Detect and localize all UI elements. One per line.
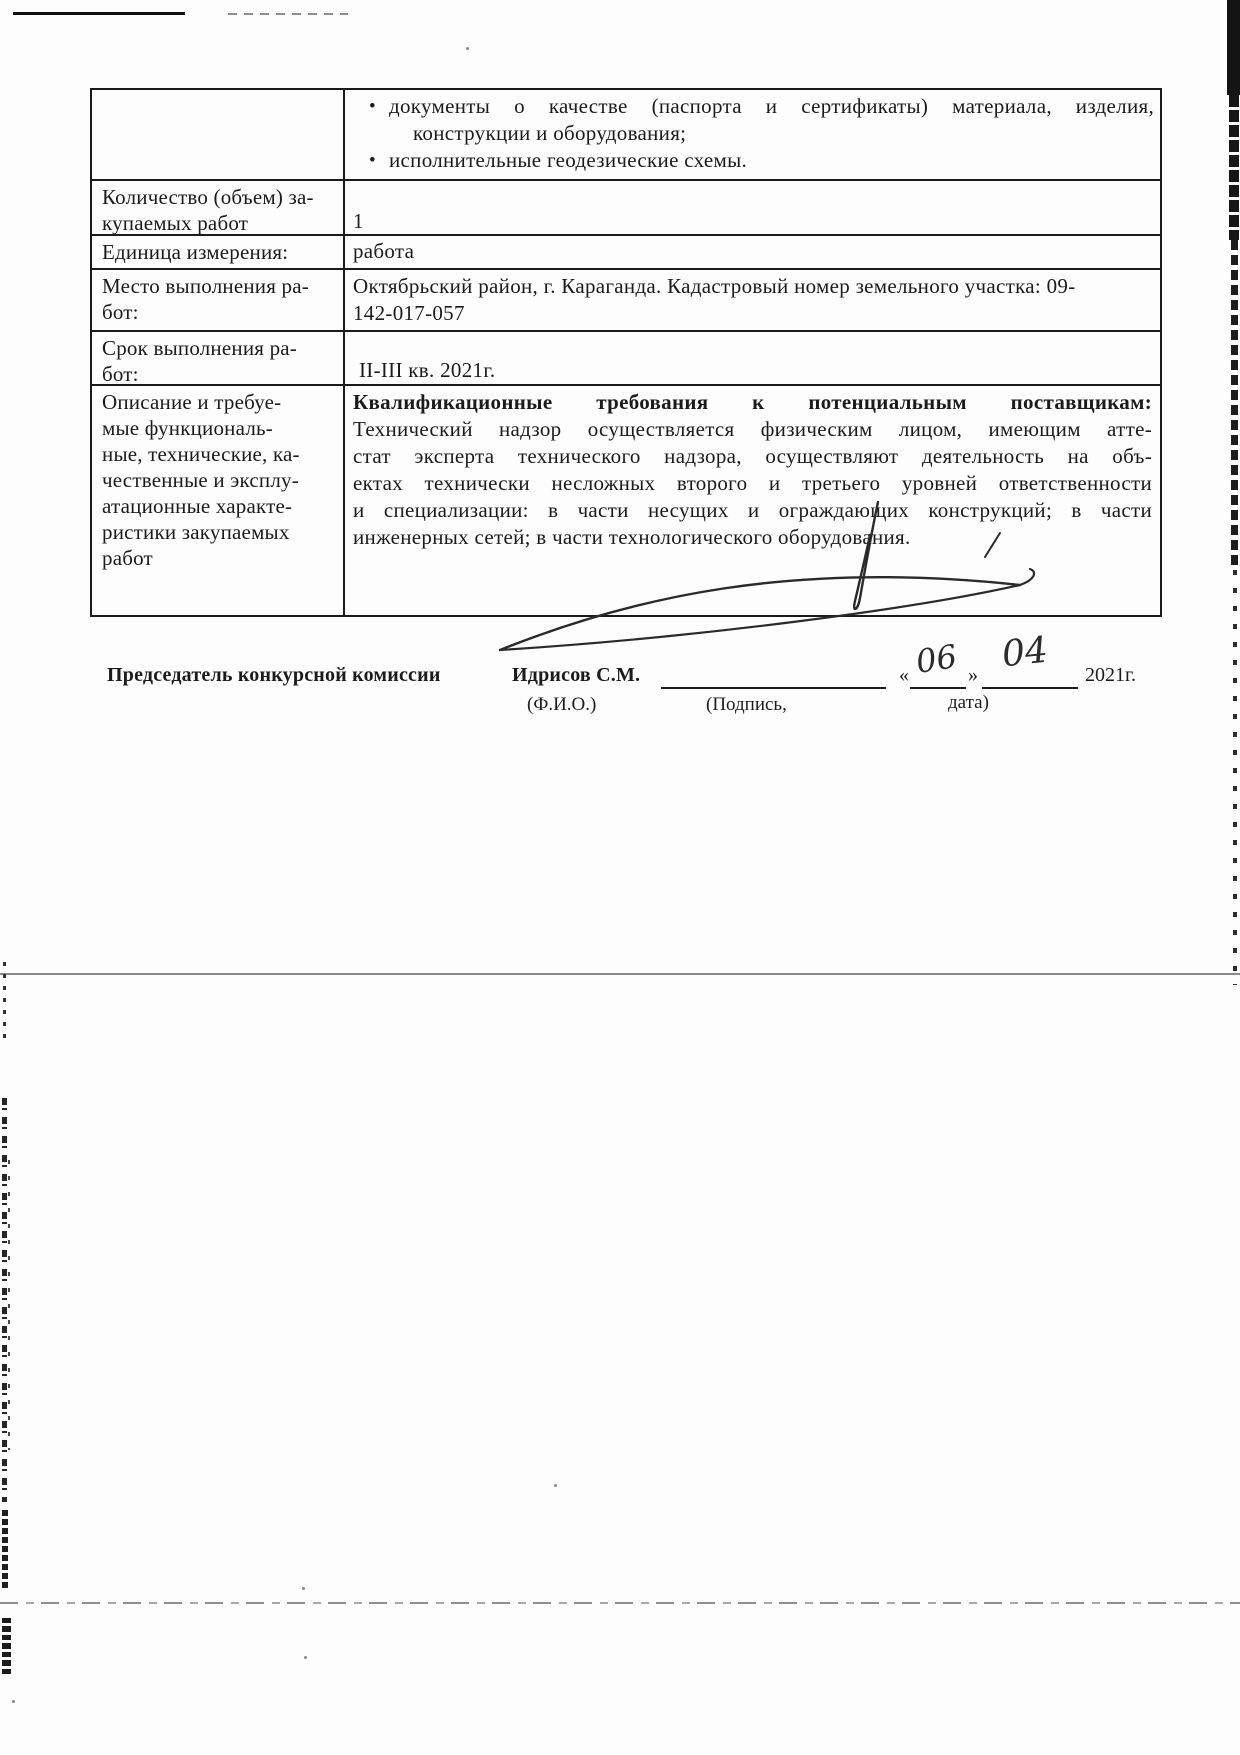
label-cell-term: Срок выполнения ра- бот: [92, 332, 345, 384]
bullet-item [345, 147, 1160, 174]
bullet-icon: • [369, 96, 376, 117]
year-label: 2021г. [1085, 664, 1136, 686]
scan-artifact-horizontal-line [0, 973, 1240, 975]
scan-artifact-left-margin-marks [2, 1098, 7, 1502]
bullet-text: документы о качестве (паспорта и сертификаты) материала, изделия, [389, 94, 1154, 118]
scan-artifact-dashed-line [0, 1602, 1240, 1604]
scan-artifact-right-edge-strip [1231, 240, 1238, 570]
date-sublabel: дата) [948, 692, 989, 713]
label-cell-place: Место выполнения ра- бот: [92, 270, 345, 330]
signature-sublabel: (Подпись, [706, 694, 787, 715]
table-row-term [92, 330, 1160, 384]
qualification-body: Технический надзор осуществляется физическим лицом, имеющим атте- стат эксперта технического надзора, осуществляют деятельность на объ- ектах технически несложных второго и третьего уровней ответственности и специализации: в части несущих и ограждающих конструкций; в части инженерных сетей; в части технологического оборудования. [353, 417, 1152, 549]
table-row-required-documents [92, 90, 1160, 179]
bullet-text: исполнительные геодезические схемы. [389, 148, 748, 172]
scan-speck [466, 47, 469, 50]
value-cell-quantity: 1 [353, 209, 364, 233]
table-row-quantity [92, 179, 1160, 234]
bullet-text-continuation: конструкции и оборудования; [413, 121, 687, 145]
scan-speck [304, 1656, 307, 1659]
scan-speck [554, 1484, 557, 1487]
label-cell-description: Описание и требуе- мые функциональ- ные, технические, ка- чественные и эксплу- атационные характе- ристики закупаемых работ [92, 386, 345, 615]
close-quote-mark: » [968, 664, 978, 686]
scan-artifact-right-edge-strip [1229, 95, 1239, 240]
signature-blank-line [661, 686, 886, 689]
chairman-role-label: Председатель конкурсной комиссии [107, 664, 441, 686]
scan-speck [12, 1700, 15, 1703]
value-cell-term: II-III кв. 2021г. [359, 358, 496, 382]
fio-sublabel: (Ф.И.О.) [527, 694, 597, 715]
table-row-unit [92, 234, 1160, 268]
qualification-heading: Квалификационные требования к потенциальным поставщикам: [353, 390, 1152, 414]
scan-artifact-top-dashes [228, 13, 348, 15]
label-cell-unit: Единица измерения: [92, 236, 345, 268]
handwritten-signature [430, 490, 1090, 660]
label-cell-empty [92, 90, 345, 179]
chairman-name: Идрисов С.М. [512, 664, 641, 686]
scan-artifact-right-edge-strip [1233, 570, 1237, 985]
bullet-icon: • [369, 150, 376, 171]
open-quote-mark: « [899, 664, 909, 686]
scan-artifact-top-left-line [13, 12, 185, 15]
table-row-place [92, 268, 1160, 330]
scan-artifact-left-margin-marks [3, 962, 6, 1046]
scan-speck [302, 1587, 305, 1590]
bullet-item [345, 93, 1160, 120]
value-cell-place: Октябрьский район, г. Караганда. Кадастровый номер земельного участка: 09- 142-017-057 [353, 274, 1076, 325]
handwritten-day: 06 [913, 637, 960, 681]
label-cell-quantity: Количество (объем) за- купаемых работ [92, 181, 345, 234]
month-blank-line [982, 686, 1078, 689]
value-cell-unit: работа [353, 239, 415, 263]
day-blank-line [910, 686, 966, 689]
scan-artifact-left-margin-marks [2, 1618, 11, 1674]
scan-artifact-left-margin-marks [8, 1160, 10, 1450]
scan-artifact-right-edge-strip [1227, 0, 1240, 95]
value-cell-documents [345, 90, 1160, 179]
handwritten-month: 04 [999, 629, 1050, 676]
scan-artifact-left-margin-marks [2, 1510, 8, 1590]
